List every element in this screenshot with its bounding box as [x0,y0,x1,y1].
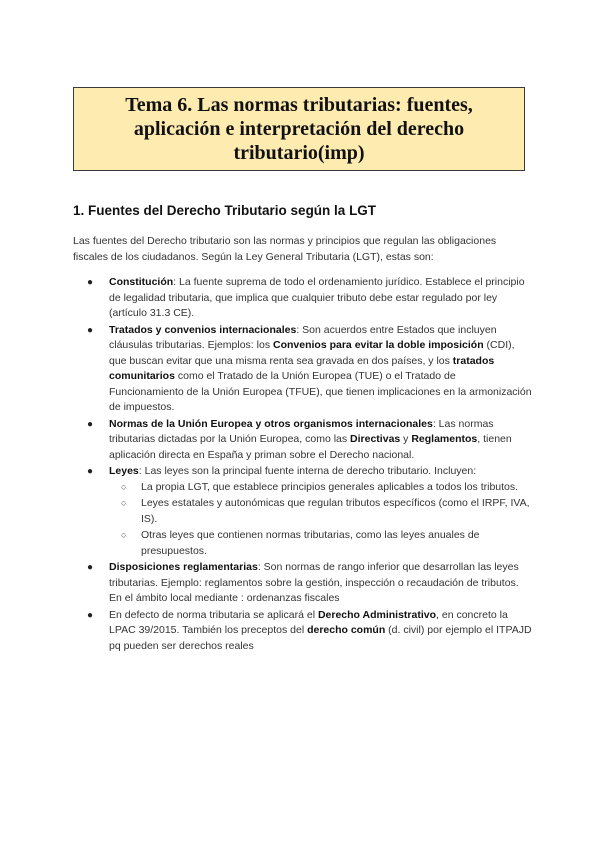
text-normas-ue-2: y [400,433,412,445]
sub-bullet-icon: ○ [121,530,127,540]
sublist-item [109,480,533,496]
text-constitucion: : La fuente suprema de todo el ordenamiento jurídico. Establece el principio de legalidad tributaria, que implica que cualquier tributo debe estar regulado por ley (artículo 31.3 CE). [109,276,525,319]
text-leyes: : Las leyes son la principal fuente interna de derecho tributario. Incluyen: [138,465,477,477]
list-item-constitucion [73,275,533,322]
leyes-sublist [109,480,533,560]
list-item-tratados [73,323,533,416]
list-item-leyes [73,464,533,559]
section-heading: 1. Fuentes del Derecho Tributario según la LGT [73,203,377,218]
sublist-item [109,528,533,559]
bold-directivas: Directivas [350,433,401,445]
list-item-defecto [73,608,533,655]
sublist-text: La propia LGT, que establece principios generales aplicables a todos los tributos. [141,480,519,493]
sublist-item [109,496,533,527]
text-normas-ue-3: , tienen aplicación directa en España y priman sobre el Derecho nacional. [109,433,512,461]
bullet-icon: ● [87,324,94,336]
text-tratados-1: : Son acuerdos entre Estados que incluyen cláusulas tributarias. Ejemplos: los [109,323,497,351]
list-item-normas-ue [73,417,533,464]
bullet-icon: ● [87,466,94,477]
term-leyes: Leyes [109,465,139,477]
bold-derecho-administrativo: Derecho Administrativo [317,608,437,621]
sub-bullet-icon: ○ [121,498,127,508]
sources-list [73,275,533,655]
bullet-icon: ● [87,609,94,621]
list-item-disposiciones [73,560,533,607]
sublist-text: Otras leyes que contienen normas tributarias, como las leyes anuales de presupuestos. [141,529,480,557]
bold-tratados-comunitarios: tratados comunitarios [109,354,495,382]
text-defecto-2: , en concreto la LPAC 39/2015. También los preceptos del [109,608,508,636]
bullet-icon: ● [87,277,94,288]
bold-cdi: Convenios para evitar la doble imposición [273,339,484,351]
sublist-text: Leyes estatales y autonómicas que regulan tributos específicos (como el IRPF, IVA, IS). [141,497,530,525]
text-disposiciones: : Son normas de rango inferior que desarrollan las leyes tributarias. Ejemplo: reglamentos sobre la gestión, inspección o recaudación de tributos. En el ámbito local mediante : ordenanzas fiscales [109,561,519,604]
title-box [73,87,525,171]
text-tratados-2: (CDI), que buscan evitar que una misma renta sea gravada en dos países, y los [109,339,515,367]
term-tratados: Tratados y convenios internacionales [109,323,297,336]
text-tratados-3: como el Tratado de la Unión Europea (TUE) o el Tratado de Funcionamiento de la Unión Europea (TFUE), que tienen implicaciones en la armonización de impuestos. [109,370,532,413]
term-normas-ue: Normas de la Unión Europea y otros organismos internacionales [109,417,433,430]
sub-bullet-icon: ○ [121,481,127,492]
bold-derecho-comun: derecho común [307,624,386,636]
text-normas-ue-1: : Las normas tributarias dictadas por la Unión Europea, como las [109,417,494,445]
intro-paragraph: Las fuentes del Derecho tributario son las normas y principios que regulan las obligaciones fiscales de los ciudadanos. Según la Ley General Tributaria (LGT), estas son: [73,235,497,263]
term-constitucion: Constitución [109,276,174,288]
document-title: Tema 6. Las normas tributarias: fuentes, aplicación e interpretación del derecho tributario(imp) [125,94,473,164]
term-disposiciones: Disposiciones reglamentarias [109,561,258,573]
bold-reglamentos: Reglamentos [411,433,478,445]
text-defecto-3: (d. civil) por ejemplo el ITPAJD pq pueden ser derechos reales [109,624,532,652]
text-defecto-1: En defecto de norma tributaria se aplicará el [109,608,318,621]
bullet-icon: ● [87,418,94,430]
bullet-icon: ● [87,562,94,573]
